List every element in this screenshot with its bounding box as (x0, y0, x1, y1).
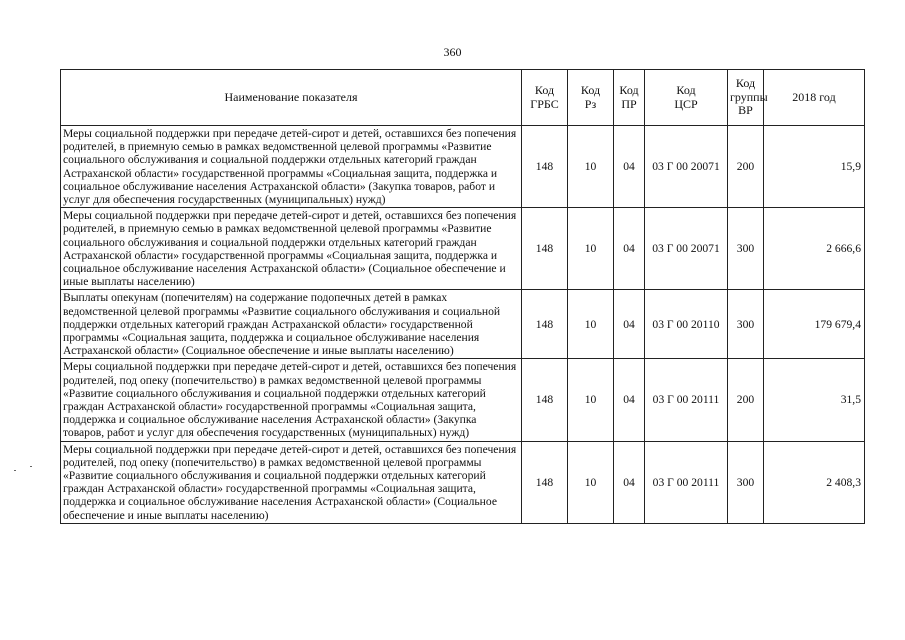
row-grbs-cell: 148 (522, 359, 568, 441)
row-csr-cell: 03 Г 00 20071 (645, 208, 728, 290)
row-csr-cell: 03 Г 00 20111 (645, 359, 728, 441)
scan-speck (30, 466, 32, 467)
row-name-cell: Выплаты опекунам (попечителям) на содержание подопечных детей в рамках ведомственной целевой программы «Развитие социального обслуживания и социальной поддержки отдельных категорий граждан Астраханской области» государственной программы «Социальная защита, поддержка и социальное обслуживание населения Астраханской области» (Социальное обеспечение и иные выплаты населению) (61, 290, 522, 359)
row-amount-cell: 179 679,4 (764, 290, 865, 359)
row-vr-cell: 300 (728, 441, 764, 523)
row-vr-cell: 200 (728, 359, 764, 441)
header-pr-line1: Код (619, 83, 639, 97)
row-vr-cell: 300 (728, 208, 764, 290)
row-name-cell: Меры социальной поддержки при передаче детей-сирот и детей, оставшихся без попечения родителей, под опеку (попечительство) в рамках ведомственной целевой программы «Развитие социального обслуживания и социальной поддержки отдельных категорий граждан Астраханской области» государственной программы «Социальная защита, поддержка и социальное обслуживание населения Астраханской области» (Социальное обеспечение и иные выплаты населению) (61, 441, 522, 523)
row-name-cell: Меры социальной поддержки при передаче детей-сирот и детей, оставшихся без попечения родителей, в приемную семью в рамках ведомственной целевой программы «Развитие социального обслуживания и социальной поддержки отдельных категорий граждан Астраханской области» государственной программы «Социальная защита, поддержка и социальное обслуживание населения Астраханской области» (Закупка товаров, работ и услуг для обеспечения государственных (муниципальных) нужд) (61, 126, 522, 208)
row-pr-cell: 04 (614, 441, 645, 523)
header-pr-line2: ПР (621, 96, 637, 111)
header-vr-line2: группы (730, 89, 768, 104)
row-amount-cell: 15,9 (764, 126, 865, 208)
row-csr-cell: 03 Г 00 20110 (645, 290, 728, 359)
row-amount-cell: 31,5 (764, 359, 865, 441)
row-rz-cell: 10 (568, 290, 614, 359)
header-csr-line1: Код (676, 83, 696, 97)
row-csr-cell: 03 Г 00 20071 (645, 126, 728, 208)
row-pr-cell: 04 (614, 208, 645, 290)
header-year: 2018 год (764, 70, 865, 126)
header-grbs-line2: ГРБС (530, 96, 559, 111)
header-grbs-line1: Код (534, 83, 555, 97)
header-vr-line3: ВР (738, 103, 753, 118)
row-rz-cell: 10 (568, 126, 614, 208)
row-pr-cell: 04 (614, 359, 645, 441)
scan-speck (14, 470, 16, 471)
row-grbs-cell: 148 (522, 290, 568, 359)
header-pr (614, 70, 645, 126)
table-row (61, 441, 865, 523)
header-row (61, 70, 865, 126)
row-csr-cell: 03 Г 00 20111 (645, 441, 728, 523)
row-vr-cell: 300 (728, 290, 764, 359)
header-rz-line1: Код (580, 83, 601, 97)
table-row (61, 290, 865, 359)
header-csr (645, 70, 728, 126)
header-rz-line2: Рз (584, 96, 597, 111)
table-row (61, 208, 865, 290)
page-number: 360 (443, 45, 462, 59)
row-pr-cell: 04 (614, 290, 645, 359)
row-name-cell: Меры социальной поддержки при передаче детей-сирот и детей, оставшихся без попечения родителей, под опеку (попечительство) в рамках ведомственной целевой программы «Развитие социального обслуживания и социальной поддержки отдельных категорий граждан Астраханской области» государственной программы «Социальная защита, поддержка и социальное обслуживание населения Астраханской области» (Закупка товаров, работ и услуг для обеспечения государственных (муниципальных) нужд) (61, 359, 522, 441)
header-csr-line2: ЦСР (674, 96, 698, 111)
table-row (61, 359, 865, 441)
header-name: Наименование показателя (61, 70, 522, 126)
row-amount-cell: 2 408,3 (764, 441, 865, 523)
row-grbs-cell: 148 (522, 441, 568, 523)
table-body (61, 126, 865, 524)
header-rz (568, 70, 614, 126)
row-rz-cell: 10 (568, 441, 614, 523)
row-rz-cell: 10 (568, 359, 614, 441)
header-vr-line1: Код (735, 76, 756, 91)
budget-table (60, 69, 865, 524)
table-row (61, 126, 865, 208)
table-header (61, 70, 865, 126)
row-pr-cell: 04 (614, 126, 645, 208)
row-rz-cell: 10 (568, 208, 614, 290)
header-grbs (522, 70, 568, 126)
row-name-cell: Меры социальной поддержки при передаче детей-сирот и детей, оставшихся без попечения родителей, в приемную семью в рамках ведомственной целевой программы «Развитие социального обслуживания и социальной поддержки отдельных категорий граждан Астраханской области» государственной программы «Социальная защита, поддержка и социальное обслуживание населения Астраханской области» (Социальное обеспечение и иные выплаты населению) (61, 208, 522, 290)
row-amount-cell: 2 666,6 (764, 208, 865, 290)
header-vr (728, 70, 768, 126)
row-vr-cell: 200 (728, 126, 764, 208)
row-grbs-cell: 148 (522, 208, 568, 290)
row-grbs-cell: 148 (522, 126, 568, 208)
